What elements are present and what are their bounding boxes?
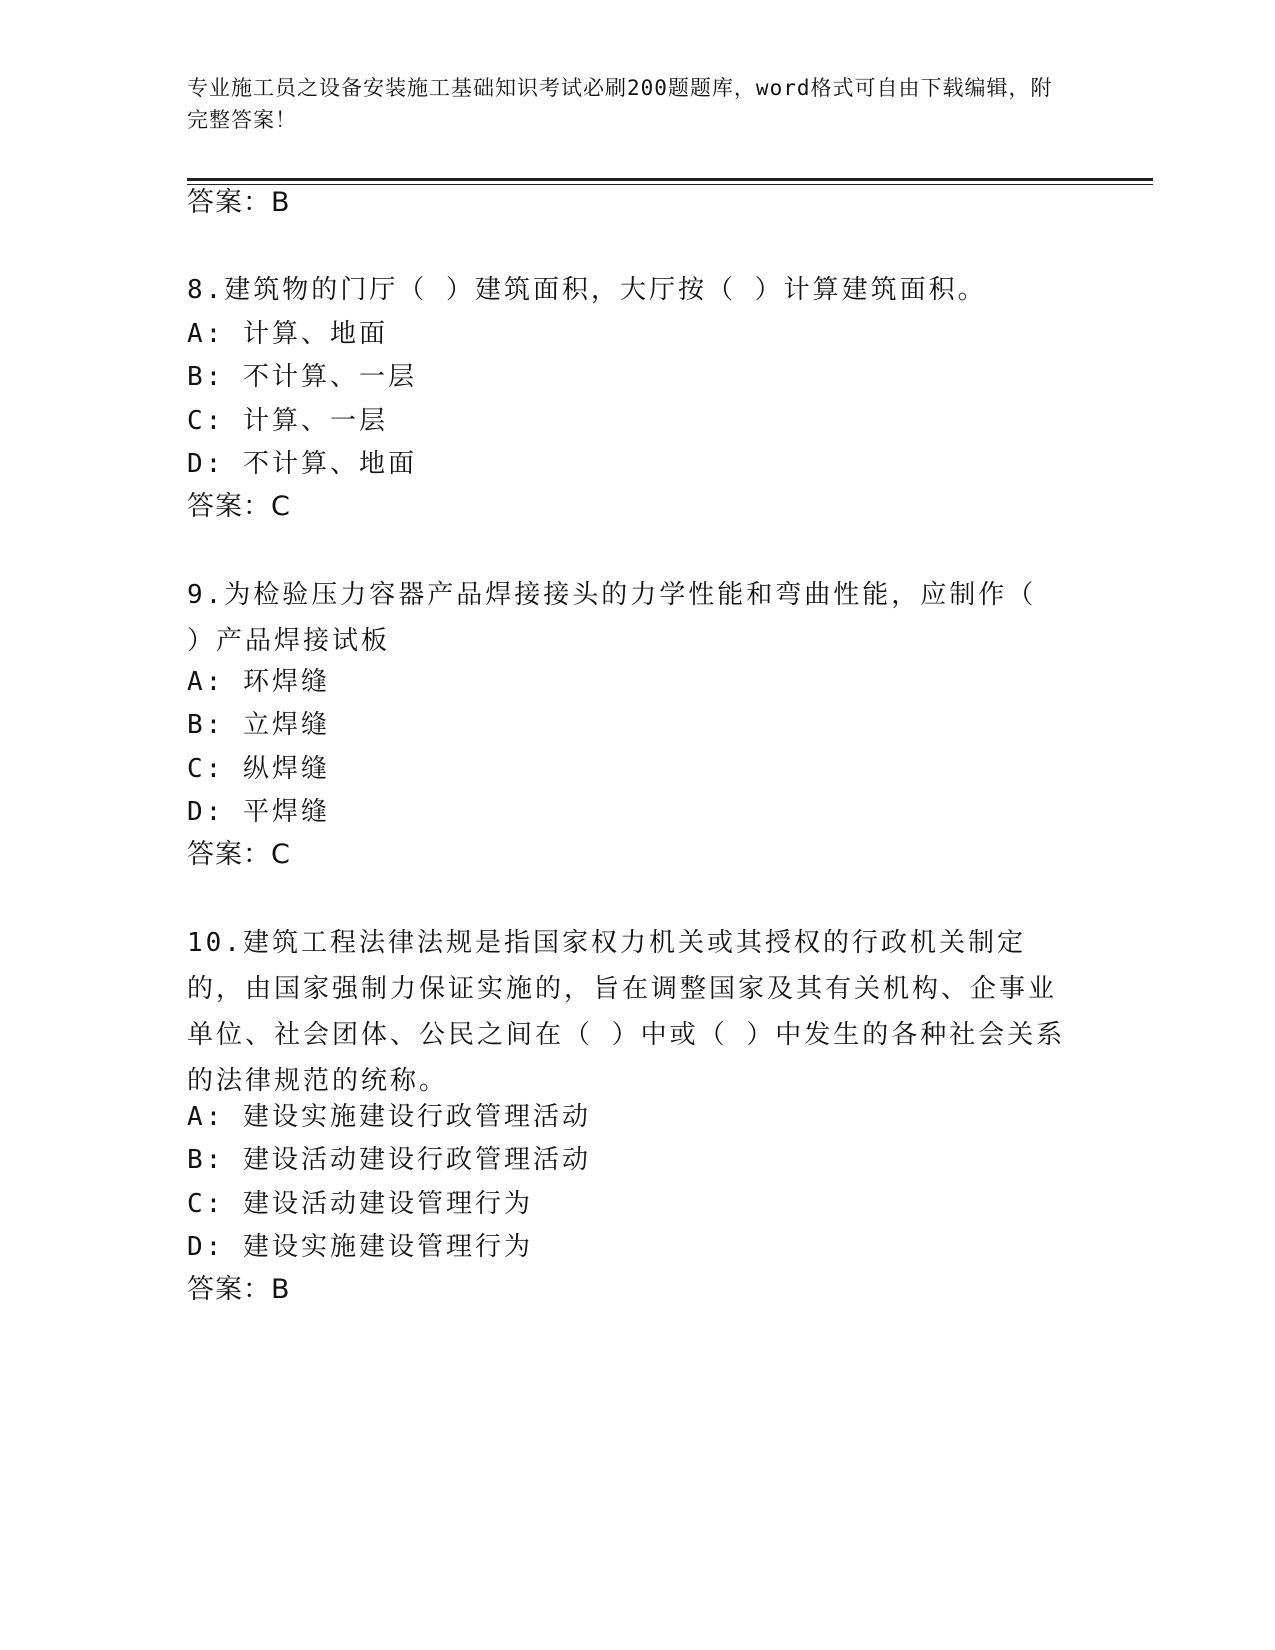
- question-8-option-b: B: 不计算、一层: [187, 362, 417, 392]
- question-10-answer: 答案：B: [187, 1274, 291, 1305]
- question-9-option-a: A: 环焊缝: [187, 667, 330, 697]
- header-rule-thin: [187, 184, 1153, 185]
- question-10-stem: 10.建筑工程法律法规是指国家权力机关或其授权的行政机关制定的，由国家强制力保证实施的，旨在调整国家及其有关机构、企事业单位、社会团体、公民之间在（ ）中或（ ）中发生的各种社会关系的法律规范的统称。: [187, 928, 1066, 1096]
- question-9-option-d: D: 平焊缝: [187, 797, 330, 827]
- previous-answer: 答案：B: [187, 187, 291, 218]
- header-rule-thick: [187, 178, 1153, 181]
- question-10-option-b: B: 建设活动建设行政管理活动: [187, 1145, 591, 1175]
- question-8-stem: 8.建筑物的门厅（ ）建筑面积，大厅按（ ）计算建筑面积。: [187, 275, 987, 305]
- question-9-option-c: C: 纵焊缝: [187, 754, 330, 784]
- question-8-option-d: D: 不计算、地面: [187, 449, 417, 479]
- question-9-stem: 9.为检验压力容器产品焊接接头的力学性能和弯曲性能，应制作（ ）产品焊接试板: [187, 580, 1037, 656]
- document-header: 专业施工员之设备安装施工基础知识考试必刷200题题库，word格式可自由下载编辑，附完整答案！: [187, 76, 1053, 132]
- question-9-option-b: B: 立焊缝: [187, 710, 330, 740]
- question-8-option-a: A: 计算、地面: [187, 319, 388, 349]
- question-10-option-d: D: 建设实施建设管理行为: [187, 1232, 533, 1262]
- question-10-option-c: C: 建设活动建设管理行为: [187, 1189, 533, 1219]
- question-8-answer: 答案：C: [187, 491, 291, 522]
- question-9-answer: 答案：C: [187, 839, 291, 870]
- question-8-option-c: C: 计算、一层: [187, 406, 388, 436]
- question-10-option-a: A: 建设实施建设行政管理活动: [187, 1102, 591, 1132]
